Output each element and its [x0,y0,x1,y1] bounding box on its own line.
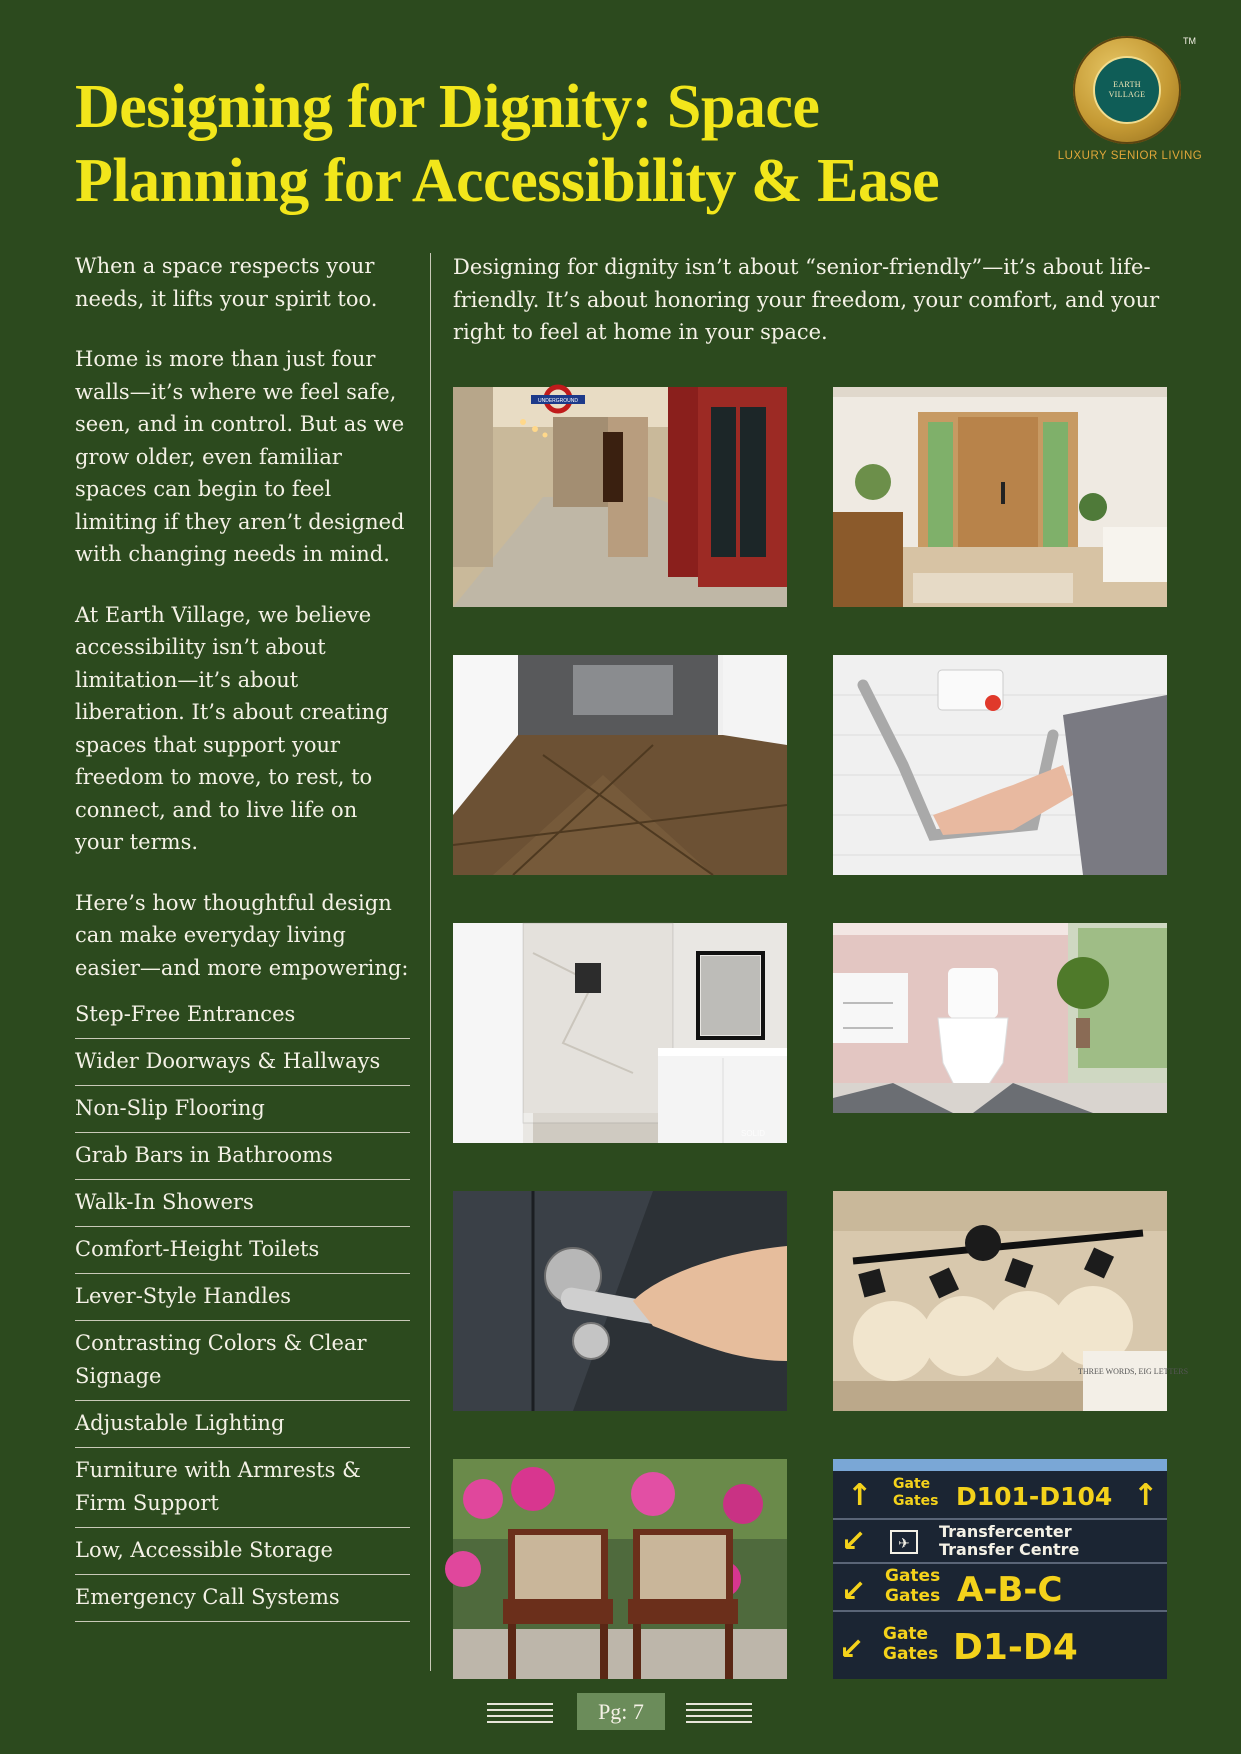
solid-watermark: SOLID [740,1129,765,1138]
photo-adjustable-lighting [833,1191,1189,1411]
photo-walk-in-shower [453,923,787,1143]
sign-transfercenter: Transfercenter [939,1522,1072,1541]
body-paragraph-belief: At Earth Village, we believe accessibility isn’t about limitation—it’s about liberation. It’s about creating spaces that support your freedom to move, to rest, to connect, and to live life on your terms. [75,602,389,854]
feature-item: Wider Doorways & Hallways [75,1039,410,1086]
photo-grab-bar [833,655,1167,875]
brand-tagline: LUXURY SENIOR LIVING [1057,150,1203,162]
feature-list [75,998,410,1622]
lead-paragraph: When a space respects your needs, it lifts your spirit too. [75,254,378,311]
wall-art-text: THREE WORDS, EIG LETTERS [1077,1367,1189,1376]
sign-gates-small-2: Gates [885,1586,941,1606]
feature-item: Emergency Call Systems [75,1575,410,1622]
left-column [75,250,410,1622]
sign-gate-small: Gate [883,1624,929,1644]
page-footer [0,1693,1241,1733]
svg-text:↑: ↑ [847,1478,873,1513]
list-intro-paragraph: Here’s how thoughtful design can make everyday living easier—and more empowering: [75,890,409,980]
photo-grid [453,387,1189,1681]
svg-text:↙: ↙ [839,1632,865,1667]
title-line-1: Designing for Dignity: Space [75,73,820,141]
photo-clear-signage [833,1459,1167,1679]
svg-text:✈: ✈ [898,1536,910,1552]
page-title [75,70,975,218]
svg-text:↑: ↑ [1133,1478,1159,1513]
feature-item: Step-Free Entrances [75,998,410,1039]
sign-gates-d101-d104: D101-D104 [956,1482,1113,1511]
svg-text:↙: ↙ [841,1524,867,1559]
photo-armchairs [453,1459,787,1679]
feature-item: Comfort-Height Toilets [75,1227,410,1274]
feature-item: Lever-Style Handles [75,1274,410,1321]
sign-gate-label: Gate [893,1476,931,1492]
sign-gates-small-1: Gates [885,1566,941,1586]
title-line-2: Planning for Accessibility & Ease [75,147,940,215]
sign-gates-abc: A-B-C [957,1570,1063,1610]
sign-gates-small-3: Gates [883,1644,939,1664]
feature-item: Contrasting Colors & Clear Signage [75,1321,410,1401]
photo-wide-doorway [833,387,1167,607]
logo-emblem [1073,36,1181,144]
svg-text:↙: ↙ [841,1574,867,1609]
body-paragraph-home: Home is more than just four walls—it’s where we feel safe, seen, and in control. But as we grow older, even familiar spaces can begin to feel limiting if they aren’t designed with changing needs in mind. [75,347,405,566]
decorative-lines-right [686,1703,752,1723]
sign-transfer-centre: Transfer Centre [939,1540,1080,1559]
sign-gates-d1-d4: D1-D4 [953,1627,1078,1668]
photo-comfort-toilet [833,923,1167,1113]
feature-item: Non-Slip Flooring [75,1086,410,1133]
earth-village-logo [1050,30,1210,170]
feature-item: Grab Bars in Bathrooms [75,1133,410,1180]
sign-gates-label: Gates [893,1493,939,1509]
feature-item: Low, Accessible Storage [75,1528,410,1575]
trademark-mark: TM [1183,36,1196,46]
column-divider [430,253,431,1671]
feature-item: Furniture with Armrests & Firm Support [75,1448,410,1528]
photo-lever-handle [453,1191,787,1411]
intro-paragraph: Designing for dignity isn’t about “senior-friendly”—it’s about life-friendly. It’s about honoring your freedom, your comfort, and your right to feel at home in your space. [453,255,1160,344]
page-number: Pg: 7 [577,1693,665,1730]
photo-step-free-hallway [453,387,787,607]
photo-non-slip-flooring [453,655,787,875]
decorative-lines-left [487,1703,553,1723]
logo-text: EARTH VILLAGE [1108,80,1146,99]
feature-item: Adjustable Lighting [75,1401,410,1448]
feature-item: Walk-In Showers [75,1180,410,1227]
underground-sign: UNDERGROUND [538,398,578,404]
